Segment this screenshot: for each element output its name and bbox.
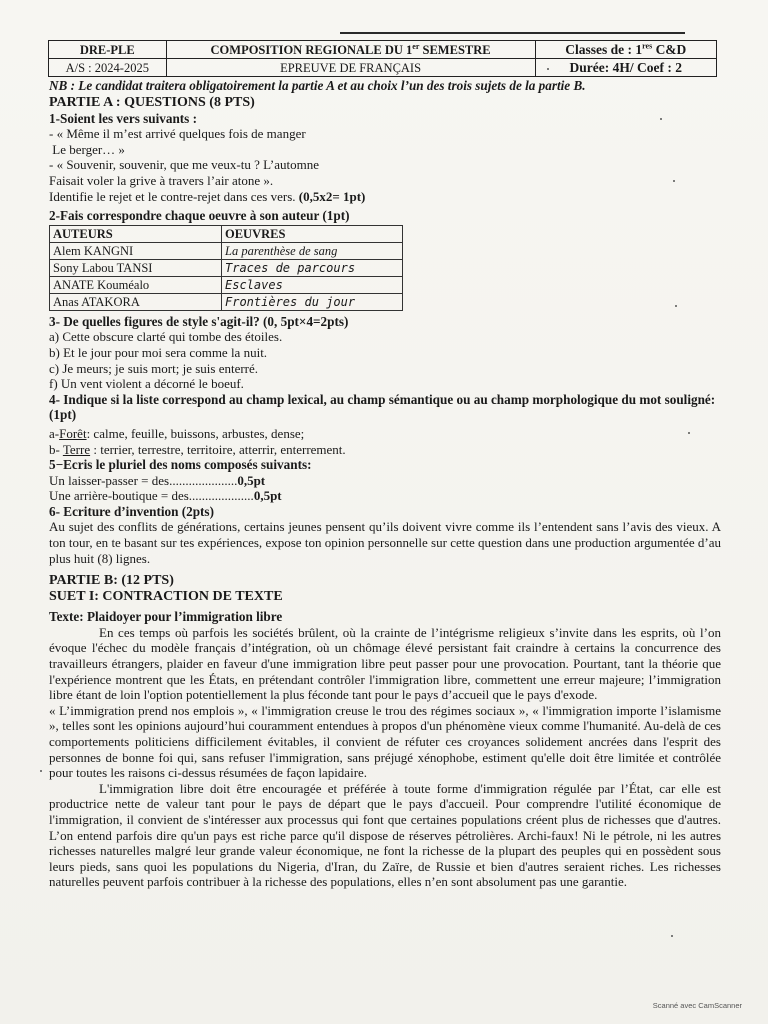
exam-title-cell: COMPOSITION REGIONALE DU 1er SEMESTRE (166, 41, 535, 59)
passage (49, 625, 721, 890)
q1-verse-1: - « Même il m’est arrivé quelques fois de manger (49, 126, 306, 142)
nb-note: NB : Le candidat traitera obligatoirement la partie A et au choix l’un des trois sujets de la partie B. (49, 78, 586, 93)
authors-works-table (49, 225, 403, 311)
q5-line-1: Un laisser-passer = des.....................0,5pt (49, 472, 266, 488)
works-header: OEUVRES (222, 225, 403, 242)
scan-speck (675, 305, 677, 307)
classes-cell: Classes de : 1res C&D (535, 41, 716, 59)
q6-text: Au sujet des conflits de générations, certains jeunes pensent qu’ils doivent vivre comme ils l’entendent sans l’avis des vieux. A ton tour, en te basant sur tes expériences, expose ton opinion personnelle sur cette question dans une production argumentée d’au plus huit (8) lignes. (49, 519, 721, 566)
scan-speck (688, 432, 690, 434)
duration-cell: Durée: 4H/ Coef : 2 (535, 59, 716, 77)
q1-verse-4: Faisait voler la grive à travers l’air atone ». (49, 172, 274, 188)
subject-cell: EPREUVE DE FRANÇAIS (166, 59, 535, 77)
q1-verse-2: Le berger… » (49, 141, 125, 157)
q4-item-b: b- Terre : terrier, terrestre, territoire, atterrir, enterrement. (49, 441, 346, 457)
q5-line-2: Une arrière-boutique = des....................0,5pt (49, 488, 282, 504)
q3-item: b) Et le jour pour moi sera comme la nuit. (49, 344, 268, 360)
scan-speck (547, 68, 549, 70)
q2-title: 2-Fais correspondre chaque oeuvre à son auteur (1pt) (49, 208, 350, 224)
q1-verse-3: - « Souvenir, souvenir, que me veux-tu ? L’automne (49, 157, 319, 173)
q3-item: a) Cette obscure clarté qui tombe des étoiles. (49, 329, 283, 345)
scanner-watermark: Scanné avec CamScanner (652, 1001, 742, 1010)
exam-content (49, 78, 721, 890)
author-cell: ANATE Kouméalo (50, 276, 222, 293)
work-cell: Traces de parcours (222, 259, 403, 276)
scan-speck (40, 770, 42, 772)
part-a-title: PARTIE A : QUESTIONS (8 PTS) (49, 94, 255, 110)
scan-speck (660, 118, 662, 120)
q4-title: 4- Indique si la liste correspond au champ lexical, au champ sémantique ou au champ morphologique du mot souligné: (1pt) (49, 391, 716, 423)
q1-instruction: Identifie le rejet et le contre-rejet dans ces vers. (0,5x2= 1pt) (49, 188, 366, 204)
q5-title: 5−Ecris le pluriel des noms composés suivants: (49, 457, 312, 473)
school-year-cell: A/S : 2024-2025 (49, 59, 167, 77)
part-b-subject: SUET I: CONTRACTION DE TEXTE (49, 589, 283, 605)
org-cell: DRE-PLE (49, 41, 167, 59)
work-cell: Frontières du jour (222, 293, 403, 310)
q6-title: 6- Ecriture d’invention (2pts) (49, 503, 214, 519)
passage-paragraph: L'immigration libre doit être encouragée et préférée à toute forme d'immigration régulée par l’État, car elle est productrice nette de valeur tant pour le pays de départ que le pays d'accueil. Pour comprendre l'utilité économique de l'immigration, il convient de s'intéresser aux processus qui font que certaines populations créent plus de richesses que d'autres. L’on entend parfois dire qu'un pays est riche parce qu'il dispose de réserves pétrolières. Archi-faux! Ni le pétrole, ni les autres richesses naturelles malgré leur grande valeur économique, ne font la richesse de la plupart des peuples qui en possèdent sous leurs pieds, sans quoi les populations du Nigeria, d'Iran, du Zaïre, de Russie et bien d'autres seraient riches. Les richesses naturelles peuvent parfois contribuer à la richesse des populations, elles n’en sont absolument pas une garantie. (49, 780, 721, 890)
author-cell: Anas ATAKORA (50, 293, 222, 310)
passage-paragraph: « L’immigration prend nos emplois », « l'immigration creuse le trou des régimes sociaux », « l'immigration importe l’islamisme », telles sont les opinions aujourd’hui couramment entendues à propos d'un phénomène vieux comme l'humanité. Au-delà de ces comportements politiciens difficilement évitables, il convient de réfuter ces croyances solidement ancrées dans l'esprit des personnes de bonne foi qui, sans refuser l'immigration, sans préjugé xénophobe, estiment qu'elle doit être limitée et contrôlée pour toutes les raisons ci-dessus résumées de façon lapidaire. (49, 702, 721, 781)
passage-paragraph: En ces temps où parfois les sociétés brûlent, où la crainte de l’intégrisme religieux s’invite dans les esprits, où l’on évoque l'échec du modèle français d’intégration, où un chômage élevé persistant fait craindre à certains la concurrence des travailleurs étrangers, plaider en faveur d'une immigration libre peut passer pour une provocation. Pourtant, tant la théorie que l'expérience montrent que les États, en prétendant contrôler l'immigration libre, commettent une erreur majeure; l’immigration libre étant de loin l'option potentiellement la plus féconde tant pour le pays d’accueil que le pays d'exode. (49, 624, 721, 703)
author-cell: Alem KANGNI (50, 242, 222, 259)
scan-speck (673, 180, 675, 182)
work-cell: La parenthèse de sang (222, 242, 403, 259)
text-title: Texte: Plaidoyer pour l’immigration libre (49, 609, 283, 625)
authors-header: AUTEURS (50, 225, 222, 242)
q4-item-a: a-Forêt: calme, feuille, buissons, arbustes, dense; (49, 425, 305, 441)
work-cell: Esclaves (222, 276, 403, 293)
scan-speck (671, 935, 673, 937)
header-table (48, 40, 717, 77)
author-cell: Sony Labou TANSI (50, 259, 222, 276)
q3-item: c) Je meurs; je suis mort; je suis enterré. (49, 360, 259, 376)
q3-item: f) Un vent violent a décorné le boeuf. (49, 376, 244, 392)
part-b-title: PARTIE B: (12 PTS) (49, 573, 174, 589)
q1-title: 1-Soient les vers suivants : (49, 110, 197, 126)
q3-title: 3- De quelles figures de style s'agit-il? (0, 5pt×4=2pts) (49, 313, 349, 329)
top-rule (340, 32, 685, 34)
